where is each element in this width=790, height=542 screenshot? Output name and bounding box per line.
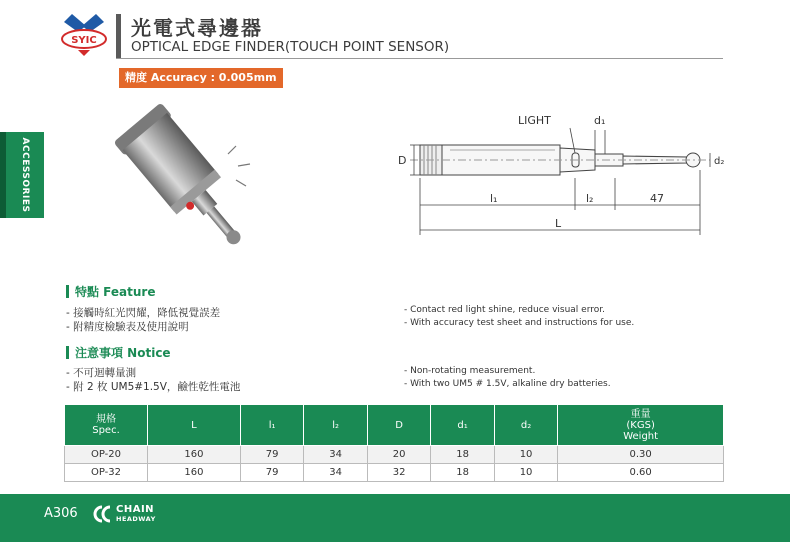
notice-cn-1: - 不可迴轉量測 xyxy=(66,367,137,379)
title-accent-bar xyxy=(116,14,121,58)
cell-spec: OP-20 xyxy=(65,446,148,464)
cell-D: 20 xyxy=(367,446,430,464)
header-spec-en: Spec. xyxy=(92,425,120,436)
label-L: L xyxy=(555,217,562,230)
header-weight-unit: (KGS) xyxy=(626,419,655,431)
feature-cn-1: - 接觸時紅光閃耀，降低視覺誤差 xyxy=(66,307,221,319)
feature-bar xyxy=(66,285,69,298)
syic-logo xyxy=(58,12,110,56)
label-47: 47 xyxy=(650,192,664,205)
feature-cn-2: - 附精度檢驗表及使用說明 xyxy=(66,321,189,333)
side-tab-label: ACCESSORIES xyxy=(20,137,30,213)
label-d2: d₂ xyxy=(714,156,725,167)
product-photo xyxy=(110,100,310,270)
cell-weight: 0.30 xyxy=(558,446,724,464)
header-l2: l₂ xyxy=(304,405,367,446)
feature-en-1: - Contact red light shine, reduce visual error. xyxy=(404,305,605,315)
cell-L: 160 xyxy=(148,446,241,464)
cell-l1: 79 xyxy=(240,446,303,464)
header-l1: l₁ xyxy=(240,405,303,446)
notice-cn-2: - 附 2 枚 UM5#1.5V，鹼性乾性電池 xyxy=(66,381,241,393)
cell-L: 160 xyxy=(148,464,241,482)
header-L: L xyxy=(148,405,241,446)
cell-l1: 79 xyxy=(240,464,303,482)
page-title-cn: 光電式尋邊器 xyxy=(131,16,263,40)
label-l1: l₁ xyxy=(490,192,498,205)
header-spec xyxy=(65,405,148,446)
page-number: A306 xyxy=(44,506,78,521)
header-spec-cn: 規格 xyxy=(96,414,116,425)
feature-title: 特點 Feature xyxy=(75,285,156,299)
page-title-en: OPTICAL EDGE FINDER(TOUCH POINT SENSOR) xyxy=(131,39,450,55)
notice-en-2: - With two UM5 # 1.5V, alkaline dry batteries. xyxy=(404,379,611,389)
logo-text: SYIC xyxy=(71,35,97,46)
brand-name-top: CHAIN xyxy=(116,504,155,515)
label-light: LIGHT xyxy=(518,114,551,127)
table-row xyxy=(65,446,724,464)
cell-d1: 18 xyxy=(431,446,494,464)
header-weight-cn: 重量 xyxy=(630,408,651,420)
notice-title: 注意事項 Notice xyxy=(75,346,171,360)
cell-d1: 18 xyxy=(431,464,494,482)
cell-d2: 10 xyxy=(494,446,557,464)
cell-spec: OP-32 xyxy=(65,464,148,482)
notice-en-1: - Non-rotating measurement. xyxy=(404,366,536,376)
label-l2: l₂ xyxy=(586,192,594,205)
cell-l2: 34 xyxy=(304,446,367,464)
side-tab-stripe xyxy=(0,132,6,218)
table-row xyxy=(65,464,724,482)
cell-d2: 10 xyxy=(494,464,557,482)
header-D: D xyxy=(367,405,430,446)
cell-l2: 34 xyxy=(304,464,367,482)
title-divider xyxy=(116,58,723,59)
side-tab-accessories xyxy=(0,132,44,218)
header-weight xyxy=(558,405,724,446)
cell-weight: 0.60 xyxy=(558,464,724,482)
brand-name-bottom: HEADWAY xyxy=(116,515,156,523)
technical-drawing xyxy=(390,110,730,245)
notice-bar xyxy=(66,346,69,359)
table-header-row xyxy=(65,405,724,446)
header-weight-en: Weight xyxy=(623,430,659,442)
accuracy-badge: 精度 Accuracy : 0.005mm xyxy=(119,68,283,88)
label-D: D xyxy=(398,154,407,167)
cell-D: 32 xyxy=(367,464,430,482)
feature-en-2: - With accuracy test sheet and instructions for use. xyxy=(404,318,635,328)
spec-table xyxy=(64,404,724,482)
header-d2: d₂ xyxy=(494,405,557,446)
label-d1: d₁ xyxy=(594,114,606,127)
chain-headway-logo-icon xyxy=(90,505,114,523)
header-d1: d₁ xyxy=(431,405,494,446)
